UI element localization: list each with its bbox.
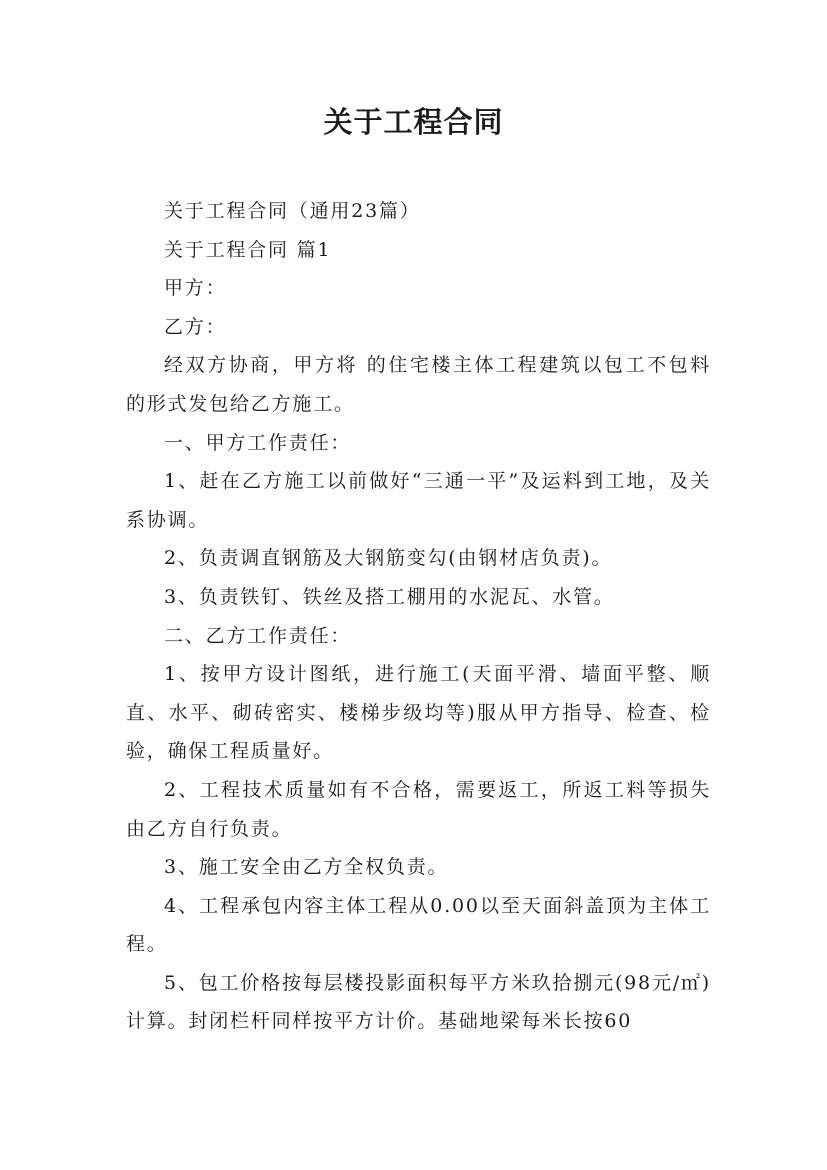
- paragraph-party-a-duty-2: 2、负责调直钢筋及大钢筋变勾(由钢材店负责)。: [164, 547, 613, 570]
- document-title: 关于工程合同: [323, 105, 504, 139]
- paragraph-agreement: 经双方协商，甲方将 的住宅楼主体工程建筑以包工不包料的形式发包给乙方施工。: [126, 354, 711, 415]
- paragraph-party-b-duty-5: 5、包工价格按每层楼投影面积每平方米玖拾捌元(98元/㎡)计算。封闭栏杆同样按平方计价。基础地梁每米长按60: [126, 971, 711, 1033]
- paragraph-party-a-duty-1: 1、赶在乙方施工以前做好“三通一平”及运料到工地，及关系协调。: [126, 470, 711, 531]
- paragraph-party-b: 乙方：: [164, 315, 227, 338]
- paragraph-party-b-duty-4: 4、工程承包内容主体工程从0.00以至天面斜盖顶为主体工程。: [126, 894, 711, 956]
- paragraph-party-a-duty-3: 3、负责铁钉、铁丝及搭工棚用的水泥瓦、水管。: [164, 585, 615, 608]
- paragraph-subtitle: 关于工程合同（通用23篇）: [164, 200, 421, 222]
- paragraph-party-b-duty-1: 1、按甲方设计图纸，进行施工(天面平滑、墙面平整、顺直、水平、砌砖密实、楼梯步级均等)服从甲方指导、检查、检验，确保工程质量好。: [126, 663, 711, 763]
- paragraph-party-b-duties-heading: 二、乙方工作责任：: [164, 624, 352, 647]
- paragraph-party-a: 甲方：: [164, 277, 227, 300]
- document-body: [126, 192, 711, 1041]
- paragraph-party-b-duty-2: 2、工程技术质量如有不合格，需要返工，所返工料等损失由乙方自行负责。: [126, 778, 711, 840]
- paragraph-party-b-duty-3: 3、施工安全由乙方全权负责。: [164, 856, 449, 879]
- paragraph-party-a-duties-heading: 一、甲方工作责任：: [164, 431, 352, 454]
- paragraph-section-heading: 关于工程合同 篇1: [164, 238, 332, 261]
